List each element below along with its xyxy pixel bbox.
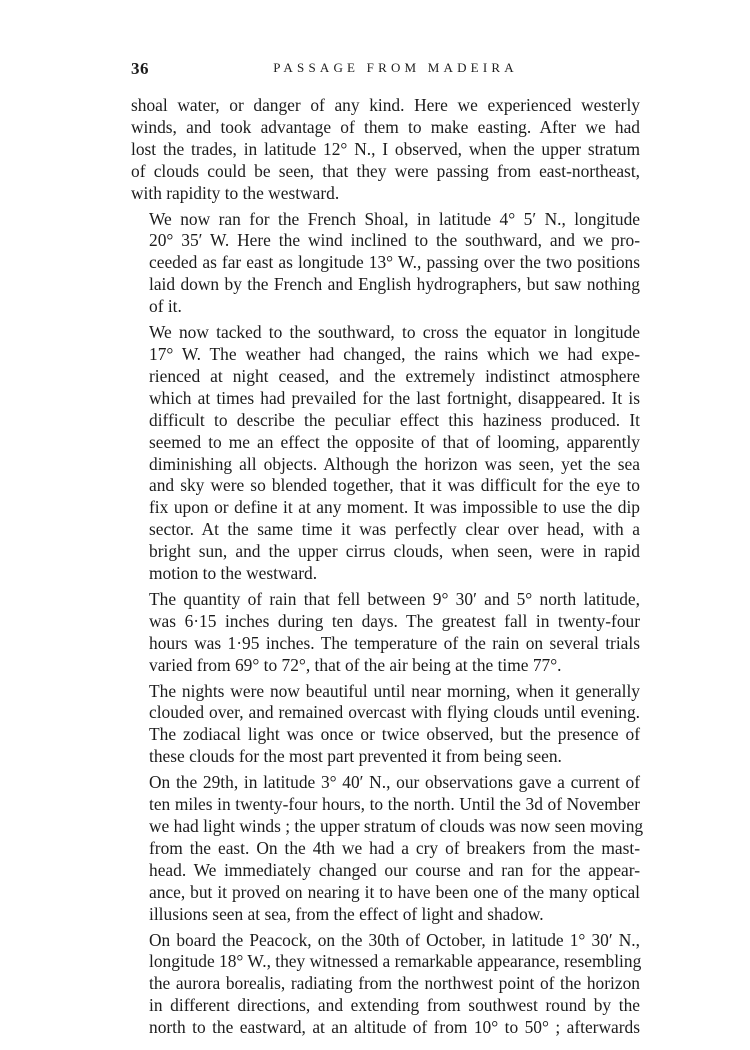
text-line: motion to the westward. bbox=[149, 563, 318, 584]
text-line: from the east. On the 4th we had a cry of breakers from the mast- bbox=[149, 837, 640, 858]
text-line: shoal water, or danger of any kind. Here we experienced westerly bbox=[131, 95, 640, 115]
text-line: lost the trades, in latitude 12° N., I observed, when the upper stratum bbox=[131, 138, 640, 159]
text-line: ceeded as far east as longitude 13° W., passing over the two positions bbox=[149, 252, 640, 273]
page-number: 36 bbox=[131, 59, 149, 78]
text-line: head. We immediately changed our course and ran for the appear- bbox=[149, 859, 640, 880]
text-line: The zodiacal light was once or twice observed, but the presence of bbox=[149, 724, 640, 745]
paragraph bbox=[131, 95, 640, 205]
text-line: On board the Peacock, on the 30th of October, in latitude 1° 30′ N., bbox=[149, 929, 640, 950]
text-line: illusions seen at sea, from the effect of light and shadow. bbox=[149, 903, 544, 924]
text-line: difficult to describe the peculiar effect this haziness produced. It bbox=[149, 409, 640, 430]
text-line: bright sun, and the upper cirrus clouds, when seen, were in rapid bbox=[149, 541, 640, 562]
paragraph bbox=[131, 322, 640, 585]
text-line: was 6·15 inches during ten days. The greatest fall in twenty-four bbox=[149, 610, 640, 631]
text-line: of it. bbox=[149, 296, 182, 317]
text-line: On the 29th, in latitude 3° 40′ N., our observations gave a current of bbox=[149, 772, 640, 793]
text-line: clouded over, and remained overcast with flying clouds until evening. bbox=[149, 702, 640, 723]
text-line: 17° W. The weather had changed, the rains which we had expe- bbox=[149, 343, 640, 364]
text-line: seemed to me an effect the opposite of that of looming, apparently bbox=[149, 431, 640, 452]
text-line: diminishing all objects. Although the horizon was seen, yet the sea bbox=[149, 453, 640, 474]
text-line: which at times had prevailed for the last fortnight, disappeared. It is bbox=[149, 387, 640, 408]
paragraph bbox=[131, 930, 640, 1040]
text-line: laid down by the French and English hydrographers, but saw nothing bbox=[149, 274, 640, 295]
text-line: and sky were so blended together, that it was difficult for the eye to bbox=[149, 475, 640, 496]
running-title: PASSAGE FROM MADEIRA bbox=[273, 60, 518, 75]
text-line: of clouds could be seen, that they were passing from east-northeast, bbox=[131, 160, 640, 181]
text-line: 20° 35′ W. Here the wind inclined to the southward, and we pro- bbox=[149, 230, 640, 251]
text-line: varied from 69° to 72°, that of the air being at the time 77°. bbox=[149, 654, 562, 675]
paragraph bbox=[131, 209, 640, 319]
paragraph bbox=[131, 589, 640, 677]
text-line: sector. At the same time it was perfectly clear over head, with a bbox=[149, 519, 640, 540]
text-line: ten miles in twenty-four hours, to the north. Until the 3d of November bbox=[149, 794, 640, 815]
text-line: fix upon or define it at any moment. It was impossible to use the dip bbox=[149, 497, 640, 518]
text-line: we had light winds ; the upper stratum of clouds was now seen moving bbox=[149, 816, 644, 836]
text-line: rienced at night ceased, and the extremely indistinct atmosphere bbox=[149, 365, 640, 386]
text-line: with rapidity to the westward. bbox=[131, 182, 340, 203]
text-line: these clouds for the most part prevented it from being seen. bbox=[149, 746, 562, 767]
text-line: The quantity of rain that fell between 9° 30′ and 5° north latitude, bbox=[149, 588, 640, 609]
paragraph bbox=[131, 772, 644, 925]
paragraph bbox=[131, 681, 640, 769]
text-line: winds, and took advantage of them to make easting. After we had bbox=[131, 116, 640, 137]
text-line: ance, but it proved on nearing it to have been one of the many optical bbox=[149, 881, 640, 902]
text-line: hours was 1·95 inches. The temperature of the rain on several trials bbox=[149, 632, 640, 653]
text-line: We now ran for the French Shoal, in latitude 4° 5′ N., longitude bbox=[149, 208, 640, 229]
text-line: The nights were now beautiful until near morning, when it generally bbox=[149, 680, 640, 701]
text-line: north to the eastward, at an altitude of from 10° to 50° ; afterwards bbox=[149, 1017, 640, 1038]
text-line: in different directions, and extending from southwest round by the bbox=[149, 995, 640, 1016]
text-line: We now tacked to the southward, to cross the equator in longitude bbox=[149, 322, 640, 343]
text-line: the aurora borealis, radiating from the northwest point of the horizon bbox=[149, 973, 640, 994]
running-head bbox=[131, 59, 640, 83]
text-line: longitude 18° W., they witnessed a remarkable appearance, resembling bbox=[149, 951, 642, 972]
body-text bbox=[131, 95, 644, 1043]
